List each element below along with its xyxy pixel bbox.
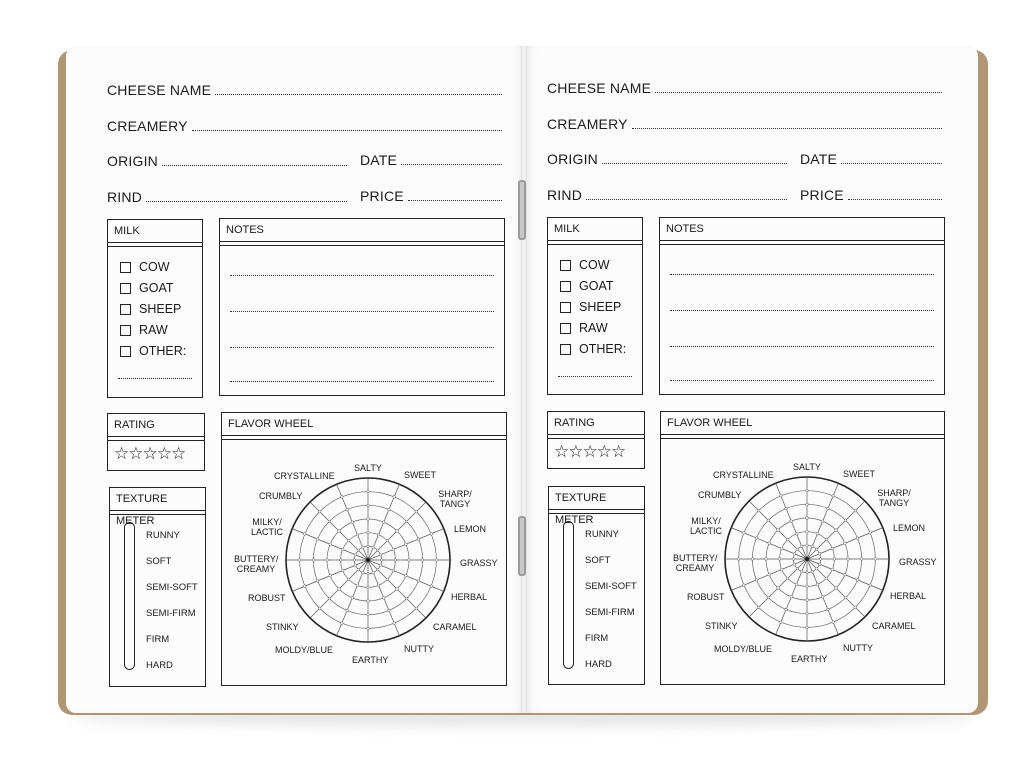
wheel-point[interactable] [361, 546, 364, 549]
wheel-point[interactable] [786, 538, 789, 541]
wheel-point[interactable] [806, 503, 809, 506]
wheel-point[interactable] [768, 542, 771, 545]
wheel-point[interactable] [737, 558, 740, 561]
texture-level: HARD [146, 660, 173, 671]
other-milk-line[interactable] [118, 378, 192, 379]
wheel-point[interactable] [382, 597, 385, 600]
texture-level: SOFT [146, 556, 172, 567]
texture-level: SEMI-SOFT [146, 582, 198, 593]
wheel-point[interactable] [357, 568, 360, 571]
wheel-point[interactable] [386, 539, 389, 542]
checkbox[interactable] [560, 281, 571, 292]
flavor-wheel-title: FLAVOR WHEEL [222, 413, 506, 436]
notes-title: NOTES [660, 218, 944, 241]
texture-level: HARD [585, 659, 612, 670]
wheel-point[interactable] [821, 520, 824, 523]
wheel-point[interactable] [367, 504, 370, 507]
wheel-point[interactable] [405, 520, 408, 523]
checkbox[interactable] [560, 260, 571, 271]
wheel-point[interactable] [800, 570, 803, 573]
origin-field[interactable] [107, 153, 347, 169]
wheel-point[interactable] [818, 552, 821, 555]
milk-option-raw[interactable]: RAW [560, 321, 608, 335]
flavor-label-caramel: CARAMEL [433, 622, 477, 632]
wheel-point[interactable] [831, 568, 834, 571]
wheel-point[interactable] [372, 571, 375, 574]
wheel-point[interactable] [396, 588, 399, 591]
staple-bottom [518, 516, 526, 576]
wheel-point[interactable] [415, 607, 418, 610]
wheel-point[interactable] [328, 520, 331, 523]
rating-title: RATING [108, 414, 204, 437]
wheel-point[interactable] [755, 537, 758, 540]
wheel-point[interactable] [329, 543, 332, 546]
wheel-point[interactable] [767, 519, 770, 522]
wheel-point[interactable] [806, 571, 809, 574]
texture-level: SEMI-SOFT [585, 581, 637, 592]
wheel-point[interactable] [415, 510, 418, 513]
wheel-point[interactable] [356, 584, 359, 587]
wheel-point[interactable] [377, 584, 380, 587]
flavor-label-earthy: EARTHY [791, 654, 828, 664]
wheel-point[interactable] [743, 584, 746, 587]
wheel-point[interactable] [786, 577, 789, 580]
wheel-point[interactable] [800, 545, 803, 548]
wheel-point[interactable] [806, 530, 809, 533]
notes-line[interactable] [230, 347, 494, 348]
flavor-label-robust: ROBUST [248, 593, 286, 603]
wheel-point[interactable] [811, 545, 814, 548]
milk-option-raw[interactable]: RAW [120, 323, 168, 337]
checkbox[interactable] [560, 323, 571, 334]
wheel-point[interactable] [815, 548, 818, 551]
wheel-point[interactable] [394, 559, 397, 562]
texture-level: SOFT [585, 555, 611, 566]
checkbox[interactable] [120, 283, 131, 294]
flavor-label-moldy: MOLDY/BLUE [714, 644, 773, 654]
wheel-point[interactable] [765, 558, 768, 561]
wheel-point[interactable] [329, 574, 332, 577]
wheel-point[interactable] [367, 600, 370, 603]
wheel-point[interactable] [806, 585, 809, 588]
price-label: PRICE [360, 188, 404, 204]
wheel-point[interactable] [339, 559, 342, 562]
creamery-label: CREAMERY [107, 118, 188, 134]
wheel-point[interactable] [821, 596, 824, 599]
wheel-point[interactable] [367, 545, 370, 548]
wheel-point[interactable] [751, 558, 754, 561]
wheel-point[interactable] [354, 553, 357, 556]
rating-stars[interactable]: ☆☆☆☆☆ [554, 442, 626, 461]
notes-line[interactable] [670, 274, 934, 275]
rind-label: RIND [547, 187, 583, 203]
price-field[interactable] [360, 188, 502, 204]
milk-option-other[interactable]: OTHER: [120, 344, 186, 358]
cheese-name-label: CHEESE NAME [547, 80, 652, 96]
wheel-point[interactable] [367, 627, 370, 630]
wheel-point[interactable] [421, 559, 424, 562]
wheel-point[interactable] [405, 574, 408, 577]
wheel-point[interactable] [376, 549, 379, 552]
price-label: PRICE [800, 187, 844, 203]
notes-title: NOTES [220, 219, 504, 242]
creamery-field[interactable] [107, 118, 502, 134]
notes-line[interactable] [230, 381, 494, 382]
texture-level: RUNNY [585, 529, 619, 540]
wheel-point[interactable] [388, 609, 391, 612]
wheel-point[interactable] [396, 530, 399, 533]
wheel-point[interactable] [341, 548, 344, 551]
wheel-point[interactable] [328, 597, 331, 600]
texture-title: TEXTURE METER [110, 488, 205, 511]
flavor-label-herbal: HERBAL [451, 592, 488, 602]
wheel-point[interactable] [346, 508, 349, 511]
wheel-point[interactable] [367, 490, 370, 493]
notes-line[interactable] [230, 275, 494, 276]
wheel-point[interactable] [795, 532, 798, 535]
wheel-point[interactable] [825, 577, 828, 580]
wheel-point[interactable] [379, 553, 382, 556]
checkbox[interactable] [120, 325, 131, 336]
wheel-point[interactable] [806, 544, 809, 547]
wheel-point[interactable] [778, 558, 781, 561]
flavor-label-crystalline: CRYSTALLINE [274, 471, 335, 481]
checkbox[interactable] [560, 344, 571, 355]
flavor-label-salty: SALTY [354, 463, 382, 473]
flavor-label-grassy: GRASSY [460, 558, 498, 568]
wheel-point[interactable] [393, 496, 396, 499]
rind-field[interactable] [547, 187, 787, 203]
rating-stars[interactable]: ☆☆☆☆☆ [114, 444, 186, 463]
right-page [524, 46, 978, 713]
wheel-point[interactable] [341, 496, 344, 499]
wheel-point[interactable] [780, 495, 783, 498]
wheel-point[interactable] [757, 509, 760, 512]
wheel-point[interactable] [354, 564, 357, 567]
creamery-label: CREAMERY [547, 116, 628, 132]
staple-top [518, 180, 526, 240]
wheel-point[interactable] [806, 612, 809, 615]
wheel-point[interactable] [785, 608, 788, 611]
wheel-point[interactable] [743, 532, 746, 535]
rind-field[interactable] [107, 189, 347, 205]
flavor-label-crumbly: CRUMBLY [698, 490, 742, 500]
wheel-point[interactable] [777, 529, 780, 532]
wheel-point[interactable] [832, 621, 835, 624]
wheel-point[interactable] [795, 583, 798, 586]
notes-line[interactable] [670, 380, 934, 381]
milk-option-cow[interactable]: COW [120, 260, 170, 274]
wheel-point[interactable] [386, 578, 389, 581]
cheese-name-label: CHEESE NAME [107, 82, 212, 98]
wheel-point[interactable] [338, 530, 341, 533]
wheel-point[interactable] [833, 558, 836, 561]
flavor-label-milky: MILKY/ LACTIC [689, 516, 722, 536]
flavor-label-stinky: STINKY [266, 622, 299, 632]
left-page [66, 46, 526, 713]
notes-box [219, 218, 505, 396]
wheel-point[interactable] [854, 606, 857, 609]
wheel-point[interactable] [338, 588, 341, 591]
wheel-point[interactable] [856, 537, 859, 540]
date-label: DATE [800, 151, 838, 167]
wheel-point[interactable] [367, 518, 370, 521]
wheel-point[interactable] [304, 585, 307, 588]
milk-option-sheep[interactable]: SHEEP [560, 300, 621, 314]
flavor-label-moldy: MOLDY/BLUE [275, 645, 334, 655]
wheel-point[interactable] [430, 533, 433, 536]
wheel-point[interactable] [811, 570, 814, 573]
milk-box [547, 217, 643, 395]
flavor-wheel-title: FLAVOR WHEEL [661, 412, 944, 435]
wheel-point[interactable] [835, 529, 838, 532]
wheel-point[interactable] [382, 521, 385, 524]
milk-title: MILK [548, 218, 642, 241]
rind-label: RIND [107, 189, 143, 205]
wheel-center [366, 558, 370, 562]
wheel-point[interactable] [767, 596, 770, 599]
other-milk-line[interactable] [558, 376, 632, 377]
flavor-label-herbal: HERBAL [890, 591, 927, 601]
flavor-wheel-box [221, 412, 507, 686]
flavor-label-sharp: SHARP/ TANGY [438, 489, 472, 509]
wheel-point[interactable] [312, 559, 315, 562]
flavor-label-lemon: LEMON [893, 523, 926, 533]
wheel-point[interactable] [326, 559, 329, 562]
flavor-label-caramel: CARAMEL [872, 621, 916, 631]
wheel-point[interactable] [792, 558, 795, 561]
wheel-point[interactable] [392, 548, 395, 551]
wheel-point[interactable] [816, 532, 819, 535]
wheel-point[interactable] [856, 579, 859, 582]
price-field[interactable] [800, 187, 942, 203]
wheel-point[interactable] [825, 538, 828, 541]
wheel-point[interactable] [405, 597, 408, 600]
milk-option-cow[interactable]: COW [560, 258, 610, 272]
flavor-label-buttery: BUTTERY/ CREAMY [234, 554, 279, 574]
flavor-wheel[interactable] [283, 475, 453, 645]
flavor-label-sweet: SWEET [404, 470, 437, 480]
wheel-point[interactable] [831, 547, 834, 550]
wheel-point[interactable] [347, 578, 350, 581]
wheel-point[interactable] [417, 580, 420, 583]
wheel-point[interactable] [768, 573, 771, 576]
checkbox[interactable] [120, 262, 131, 273]
texture-tube[interactable] [124, 522, 135, 670]
rating-box [107, 413, 205, 471]
wheel-point[interactable] [377, 533, 380, 536]
flavor-label-lemon: LEMON [454, 524, 487, 534]
wheel-point[interactable] [827, 507, 830, 510]
wheel-point[interactable] [405, 543, 408, 546]
wheel-point[interactable] [351, 597, 354, 600]
texture-tube[interactable] [563, 521, 574, 669]
wheel-point[interactable] [818, 563, 821, 566]
wheel-point[interactable] [435, 559, 438, 562]
texture-title: TEXTURE METER [549, 487, 644, 510]
wheel-point[interactable] [860, 558, 863, 561]
wheel-point[interactable] [780, 547, 783, 550]
checkbox[interactable] [560, 302, 571, 313]
rating-title: RATING [548, 412, 644, 435]
wheel-point[interactable] [341, 622, 344, 625]
wheel-point[interactable] [298, 559, 301, 562]
wheel-point[interactable] [367, 586, 370, 589]
texture-meter-box [548, 486, 645, 685]
wheel-point[interactable] [793, 563, 796, 566]
flavor-label-sweet: SWEET [843, 469, 876, 479]
wheel-point[interactable] [844, 596, 847, 599]
notes-line[interactable] [230, 311, 494, 312]
wheel-point[interactable] [356, 533, 359, 536]
wheel-point[interactable] [351, 521, 354, 524]
wheel-point[interactable] [796, 567, 799, 570]
flavor-label-sharp: SHARP/ TANGY [877, 488, 911, 508]
wheel-point[interactable] [417, 538, 420, 541]
flavor-label-crystalline: CRYSTALLINE [713, 470, 774, 480]
flavor-label-earthy: EARTHY [352, 655, 389, 665]
wheel-point[interactable] [361, 571, 364, 574]
wheel-point[interactable] [819, 558, 822, 561]
wheel-point[interactable] [757, 606, 760, 609]
flavor-wheel-box [660, 411, 945, 685]
wheel-point[interactable] [380, 559, 383, 562]
milk-option-goat[interactable]: GOAT [560, 279, 614, 293]
creamery-field[interactable] [547, 116, 942, 132]
notes-line[interactable] [670, 310, 934, 311]
wheel-point[interactable] [785, 507, 788, 510]
wheel-point[interactable] [755, 579, 758, 582]
wheel-point[interactable] [806, 626, 809, 629]
notes-box [659, 217, 945, 395]
flavor-wheel[interactable] [722, 474, 892, 644]
wheel-point[interactable] [874, 558, 877, 561]
wheel-point[interactable] [347, 539, 350, 542]
origin-label: ORIGIN [107, 153, 158, 169]
flavor-label-buttery: BUTTERY/ CREAMY [673, 553, 718, 573]
wheel-point[interactable] [854, 509, 857, 512]
wheel-point[interactable] [304, 533, 307, 536]
wheel-point[interactable] [816, 583, 819, 586]
wheel-point[interactable] [844, 542, 847, 545]
wheel-point[interactable] [869, 532, 872, 535]
texture-level: RUNNY [146, 530, 180, 541]
wheel-point[interactable] [844, 573, 847, 576]
wheel-point[interactable] [847, 558, 850, 561]
flavor-label-nutty: NUTTY [404, 644, 434, 654]
wheel-point[interactable] [408, 559, 411, 562]
wheel-point[interactable] [806, 517, 809, 520]
flavor-label-stinky: STINKY [705, 621, 738, 631]
texture-meter-box [109, 487, 206, 687]
wheel-point[interactable] [780, 568, 783, 571]
wheel-center [805, 557, 809, 561]
milk-box [107, 219, 203, 398]
flavor-label-salty: SALTY [793, 462, 821, 472]
date-field[interactable] [800, 151, 942, 167]
wheel-point[interactable] [815, 567, 818, 570]
wheel-point[interactable] [353, 559, 356, 562]
wheel-point[interactable] [844, 519, 847, 522]
flavor-label-milky: MILKY/ LACTIC [250, 517, 283, 537]
flavor-label-crumbly: CRUMBLY [259, 491, 303, 501]
wheel-point[interactable] [793, 552, 796, 555]
cheese-name-field[interactable] [107, 82, 502, 98]
flavor-label-robust: ROBUST [687, 592, 725, 602]
wheel-point[interactable] [393, 622, 396, 625]
wheel-point[interactable] [376, 568, 379, 571]
wheel-point[interactable] [430, 585, 433, 588]
date-field[interactable] [360, 152, 502, 168]
wheel-point[interactable] [806, 489, 809, 492]
texture-level: SEMI-FIRM [585, 607, 635, 618]
checkbox[interactable] [120, 346, 131, 357]
wheel-point[interactable] [316, 580, 319, 583]
wheel-point[interactable] [869, 584, 872, 587]
wheel-point[interactable] [346, 609, 349, 612]
wheel-point[interactable] [790, 596, 793, 599]
wheel-point[interactable] [388, 508, 391, 511]
milk-option-goat[interactable]: GOAT [120, 281, 174, 295]
wheel-point[interactable] [341, 569, 344, 572]
spine-gutter [521, 46, 527, 713]
wheel-point[interactable] [318, 607, 321, 610]
flavor-label-grassy: GRASSY [899, 557, 937, 567]
wheel-point[interactable] [372, 546, 375, 549]
milk-title: MILK [108, 220, 202, 243]
wheel-point[interactable] [777, 587, 780, 590]
checkbox[interactable] [120, 304, 131, 315]
wheel-point[interactable] [806, 599, 809, 602]
milk-option-other[interactable]: OTHER: [560, 342, 626, 356]
origin-label: ORIGIN [547, 151, 598, 167]
origin-field[interactable] [547, 151, 787, 167]
wheel-point[interactable] [835, 587, 838, 590]
wheel-point[interactable] [832, 495, 835, 498]
notes-line[interactable] [670, 346, 934, 347]
wheel-point[interactable] [827, 608, 830, 611]
wheel-point[interactable] [367, 531, 370, 534]
flavor-label-nutty: NUTTY [843, 643, 873, 653]
texture-level: FIRM [585, 633, 609, 644]
milk-option-sheep[interactable]: SHEEP [120, 302, 181, 316]
date-label: DATE [360, 152, 398, 168]
wheel-point[interactable] [796, 548, 799, 551]
cheese-name-field[interactable] [547, 80, 942, 96]
rating-box [547, 411, 645, 469]
wheel-point[interactable] [367, 572, 370, 575]
wheel-point[interactable] [790, 520, 793, 523]
texture-level: SEMI-FIRM [146, 608, 196, 619]
wheel-point[interactable] [318, 510, 321, 513]
wheel-point[interactable] [392, 569, 395, 572]
wheel-point[interactable] [316, 538, 319, 541]
wheel-point[interactable] [367, 613, 370, 616]
wheel-point[interactable] [379, 564, 382, 567]
texture-level: FIRM [146, 634, 170, 645]
wheel-point[interactable] [780, 621, 783, 624]
wheel-point[interactable] [357, 549, 360, 552]
